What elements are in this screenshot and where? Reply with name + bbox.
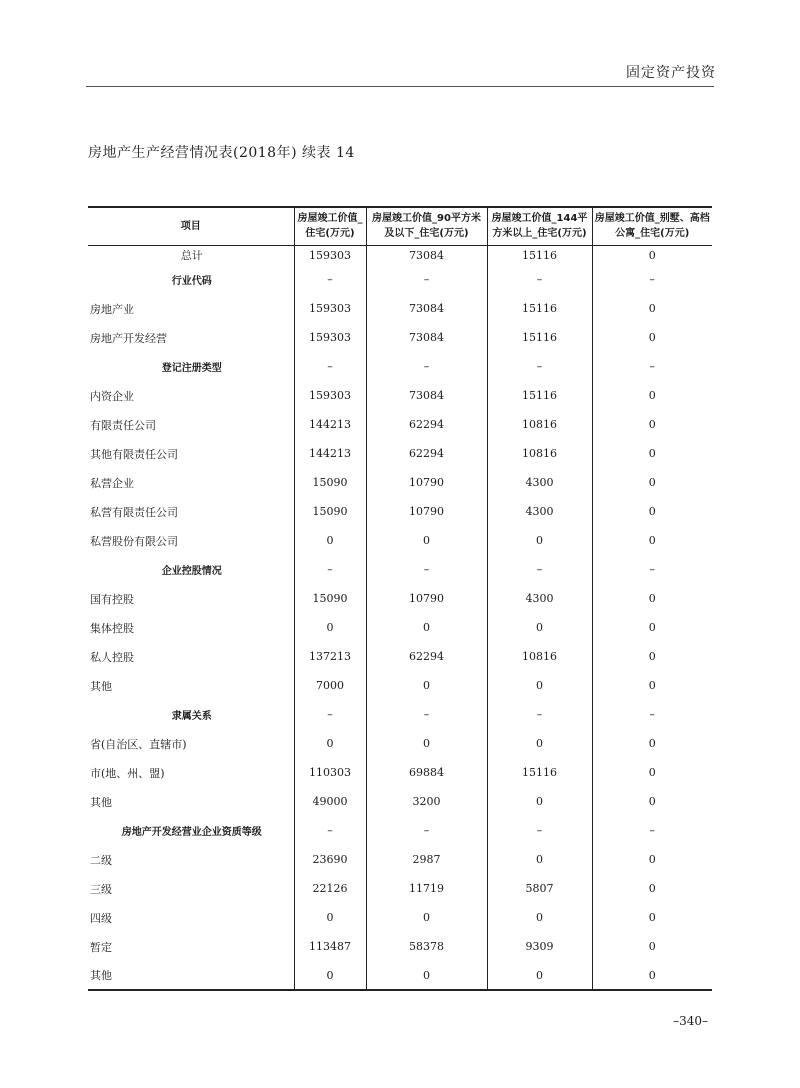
table-row bbox=[88, 845, 712, 874]
row-value: – bbox=[366, 700, 487, 729]
row-value: – bbox=[294, 555, 366, 584]
row-value: 0 bbox=[592, 584, 712, 613]
row-value: 0 bbox=[487, 845, 592, 874]
row-value: 62294 bbox=[366, 439, 487, 468]
row-label: 市(地、州、盟) bbox=[90, 766, 165, 780]
row-value: 0 bbox=[487, 729, 592, 758]
row-value: 0 bbox=[592, 613, 712, 642]
row-value: 73084 bbox=[366, 294, 487, 323]
row-value: 0 bbox=[294, 526, 366, 555]
row-label: 内资企业 bbox=[90, 389, 134, 403]
row-value: 15090 bbox=[294, 584, 366, 613]
row-value: – bbox=[366, 555, 487, 584]
row-value: 0 bbox=[366, 961, 487, 990]
row-label: 集体控股 bbox=[90, 621, 134, 635]
row-value: – bbox=[487, 816, 592, 845]
row-label: 二级 bbox=[90, 853, 112, 867]
table-row bbox=[88, 294, 712, 323]
row-value: 0 bbox=[487, 961, 592, 990]
table-category-row bbox=[88, 352, 712, 381]
row-label: 登记注册类型 bbox=[161, 363, 222, 374]
row-value: 0 bbox=[366, 613, 487, 642]
table-row bbox=[88, 410, 712, 439]
row-label: 企业控股情况 bbox=[161, 566, 222, 577]
row-value: – bbox=[487, 352, 592, 381]
row-value: 10816 bbox=[487, 439, 592, 468]
row-label: 其他 bbox=[88, 961, 294, 990]
table-category-row bbox=[88, 555, 712, 584]
row-value: 113487 bbox=[294, 932, 366, 961]
row-value: 15116 bbox=[487, 323, 592, 352]
row-value: – bbox=[366, 265, 487, 294]
row-value: 0 bbox=[592, 845, 712, 874]
row-value: 23690 bbox=[294, 845, 366, 874]
row-label: 房地产开发经营业企业资质等级 bbox=[121, 827, 262, 838]
row-label: 其他有限责任公司 bbox=[90, 447, 178, 461]
row-value: 0 bbox=[592, 381, 712, 410]
row-value: 0 bbox=[294, 961, 366, 990]
table-row bbox=[88, 671, 712, 700]
row-value: 159303 bbox=[294, 381, 366, 410]
row-value: 0 bbox=[592, 294, 712, 323]
row-value: – bbox=[592, 700, 712, 729]
page-number: –340– bbox=[673, 1014, 708, 1028]
row-value: 9309 bbox=[487, 932, 592, 961]
column-header-villa-luxury: 房屋竣工价值_别墅、高档公寓_住宅(万元) bbox=[592, 207, 712, 245]
row-value: – bbox=[294, 700, 366, 729]
row-value: 4300 bbox=[487, 497, 592, 526]
table-row bbox=[88, 758, 712, 787]
row-label: 四级 bbox=[90, 911, 112, 925]
row-value: – bbox=[294, 352, 366, 381]
column-header-item: 项目 bbox=[88, 207, 294, 245]
row-value: 49000 bbox=[294, 787, 366, 816]
table-body bbox=[88, 245, 712, 990]
column-header-over-144sqm: 房屋竣工价值_144平方米以上_住宅(万元) bbox=[487, 207, 592, 245]
row-value: 0 bbox=[592, 439, 712, 468]
column-header-under-90sqm: 房屋竣工价值_90平方米及以下_住宅(万元) bbox=[366, 207, 487, 245]
row-value: 10816 bbox=[487, 410, 592, 439]
row-value: 73084 bbox=[366, 323, 487, 352]
row-value: 15116 bbox=[487, 294, 592, 323]
row-label: 私人控股 bbox=[90, 650, 134, 664]
row-value: – bbox=[592, 816, 712, 845]
row-value: 0 bbox=[592, 729, 712, 758]
row-value: 0 bbox=[592, 961, 712, 990]
row-value: 0 bbox=[592, 903, 712, 932]
row-value: 0 bbox=[294, 903, 366, 932]
table-row bbox=[88, 497, 712, 526]
row-label: 省(自治区、直辖市) bbox=[90, 737, 187, 751]
table-row bbox=[88, 787, 712, 816]
row-value: – bbox=[592, 352, 712, 381]
row-value: – bbox=[294, 265, 366, 294]
row-value: 0 bbox=[487, 613, 592, 642]
row-label: 其他 bbox=[90, 679, 112, 693]
row-value: 159303 bbox=[294, 323, 366, 352]
row-value: 0 bbox=[487, 671, 592, 700]
row-value: 11719 bbox=[366, 874, 487, 903]
row-value: 22126 bbox=[294, 874, 366, 903]
row-value: 0 bbox=[592, 758, 712, 787]
row-value: 5807 bbox=[487, 874, 592, 903]
row-value: 110303 bbox=[294, 758, 366, 787]
row-value: 0 bbox=[592, 323, 712, 352]
row-value: 0 bbox=[592, 410, 712, 439]
row-value: – bbox=[487, 265, 592, 294]
table-category-row bbox=[88, 265, 712, 294]
table-row bbox=[88, 903, 712, 932]
row-value: 10790 bbox=[366, 497, 487, 526]
row-value: 7000 bbox=[294, 671, 366, 700]
row-value: 15116 bbox=[487, 245, 592, 265]
row-value: 4300 bbox=[487, 468, 592, 497]
row-value: 4300 bbox=[487, 584, 592, 613]
row-value: – bbox=[592, 555, 712, 584]
row-label: 私营股份有限公司 bbox=[90, 534, 178, 548]
row-value: 0 bbox=[294, 729, 366, 758]
table-row bbox=[88, 468, 712, 497]
row-value: – bbox=[294, 816, 366, 845]
row-value: 0 bbox=[592, 787, 712, 816]
row-value: 0 bbox=[487, 787, 592, 816]
row-value: 62294 bbox=[366, 410, 487, 439]
row-value: 73084 bbox=[366, 245, 487, 265]
row-value: 0 bbox=[592, 497, 712, 526]
row-value: 144213 bbox=[294, 439, 366, 468]
row-value: 15116 bbox=[487, 381, 592, 410]
row-label: 其他 bbox=[90, 795, 112, 809]
row-value: 0 bbox=[366, 903, 487, 932]
table-title: 房地产生产经营情况表(2018年) 续表 14 bbox=[88, 145, 355, 161]
table-header-row bbox=[88, 207, 712, 245]
row-value: 0 bbox=[366, 526, 487, 555]
row-value: 0 bbox=[592, 874, 712, 903]
row-value: 10790 bbox=[366, 468, 487, 497]
table-category-row bbox=[88, 700, 712, 729]
row-value: 15090 bbox=[294, 497, 366, 526]
row-value: 0 bbox=[592, 932, 712, 961]
row-value: 0 bbox=[592, 642, 712, 671]
data-table bbox=[88, 206, 712, 991]
row-value: – bbox=[487, 700, 592, 729]
table-row bbox=[88, 526, 712, 555]
row-value: 0 bbox=[592, 468, 712, 497]
row-value: – bbox=[366, 816, 487, 845]
row-value: 0 bbox=[592, 671, 712, 700]
row-value: 0 bbox=[294, 613, 366, 642]
row-value: 73084 bbox=[366, 381, 487, 410]
table-row bbox=[88, 932, 712, 961]
row-value: 159303 bbox=[294, 245, 366, 265]
row-label: 房地产业 bbox=[90, 302, 134, 316]
row-value: 62294 bbox=[366, 642, 487, 671]
row-label: 隶属关系 bbox=[171, 711, 212, 722]
row-label: 总计 bbox=[180, 249, 203, 263]
row-value: 0 bbox=[366, 671, 487, 700]
row-value: 15116 bbox=[487, 758, 592, 787]
table-row bbox=[88, 439, 712, 468]
row-label: 三级 bbox=[90, 882, 112, 896]
table-total-row bbox=[88, 245, 712, 265]
row-value: – bbox=[592, 265, 712, 294]
row-label: 国有控股 bbox=[90, 592, 134, 606]
row-value: 159303 bbox=[294, 294, 366, 323]
row-value: 0 bbox=[487, 526, 592, 555]
column-header-completed-value: 房屋竣工价值_住宅(万元) bbox=[294, 207, 366, 245]
page-header: 固定资产投资 bbox=[626, 65, 716, 81]
table-category-row bbox=[88, 816, 712, 845]
row-value: 15090 bbox=[294, 468, 366, 497]
row-value: 144213 bbox=[294, 410, 366, 439]
row-value: 137213 bbox=[294, 642, 366, 671]
table-row bbox=[88, 729, 712, 758]
row-value: 3200 bbox=[366, 787, 487, 816]
row-label: 有限责任公司 bbox=[90, 418, 156, 432]
row-value: – bbox=[366, 352, 487, 381]
row-value: 0 bbox=[366, 729, 487, 758]
table-row bbox=[88, 874, 712, 903]
row-value: 10816 bbox=[487, 642, 592, 671]
row-value: 10790 bbox=[366, 584, 487, 613]
table-row bbox=[88, 584, 712, 613]
row-label: 房地产开发经营 bbox=[90, 331, 167, 345]
table-row bbox=[88, 613, 712, 642]
row-value: 0 bbox=[592, 245, 712, 265]
row-value: 69884 bbox=[366, 758, 487, 787]
header-rule bbox=[86, 86, 714, 87]
table-row bbox=[88, 961, 712, 990]
row-label: 私营有限责任公司 bbox=[90, 505, 178, 519]
table-row bbox=[88, 642, 712, 671]
row-value: 0 bbox=[487, 903, 592, 932]
row-label: 暂定 bbox=[90, 940, 112, 954]
row-label: 私营企业 bbox=[90, 476, 134, 490]
table-row bbox=[88, 381, 712, 410]
row-value: – bbox=[487, 555, 592, 584]
row-label: 行业代码 bbox=[171, 276, 212, 287]
table-row bbox=[88, 323, 712, 352]
row-value: 0 bbox=[592, 526, 712, 555]
row-value: 58378 bbox=[366, 932, 487, 961]
row-value: 2987 bbox=[366, 845, 487, 874]
